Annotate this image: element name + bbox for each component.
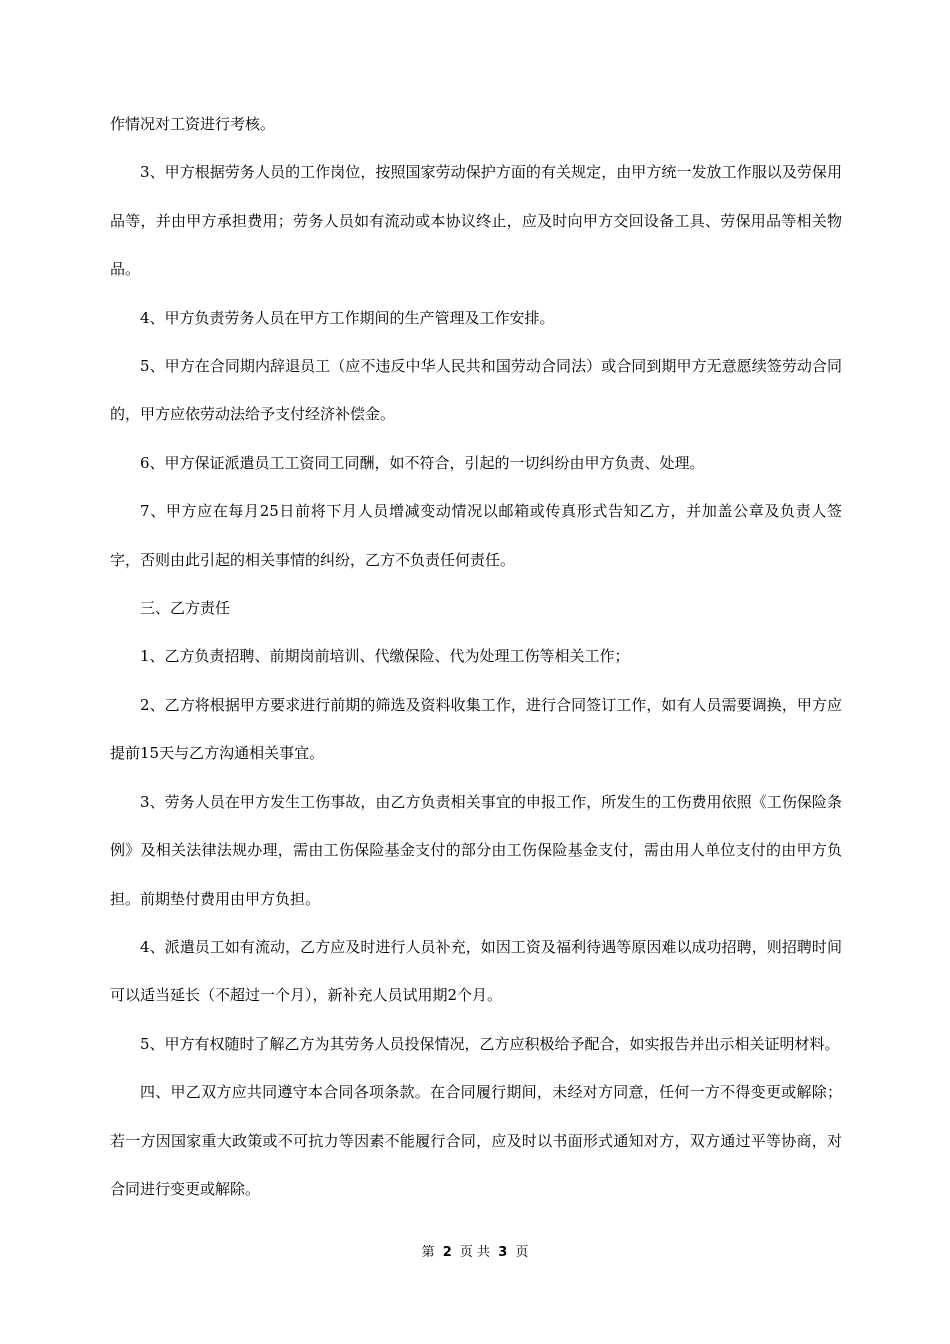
paragraph: 作情况对工资进行考核。	[110, 115, 276, 133]
paragraph: 1、乙方负责招聘、前期岗前培训、代缴保险、代为处理工伤等相关工作；	[140, 647, 630, 666]
current-page-number: 2	[442, 1245, 452, 1260]
paragraph: 3、甲方根据劳务人员的工作岗位，按照国家劳动保护方面的有关规定，由甲方统一发放工作服以及劳保用品等，并由甲方承担费用；劳务人员如有流动或本协议终止，应及时向甲方交回设备工具、劳保用品等相关物品。	[110, 163, 842, 279]
paragraph: 7、甲方应在每月25日前将下月人员增减变动情况以邮箱或传真形式告知乙方，并加盖公章及负责人签字，否则由此引起的相关事情的纠纷，乙方不负责任何责任。	[110, 502, 842, 569]
paragraph: 5、甲方在合同期内辞退员工（应不违反中华人民共和国劳动合同法）或合同到期甲方无意愿续签劳动合同的，甲方应依劳动法给予支付经济补偿金。	[110, 357, 842, 424]
paragraph: 3、劳务人员在甲方发生工伤事故，由乙方负责相关事宜的申报工作，所发生的工伤费用依照《工伤保险条例》及相关法律法规办理，需由工伤保险基金支付的部分由工伤保险基金支付，需由用人单位支付的由甲方负担。前期垫付费用由甲方负担。	[110, 792, 842, 908]
paragraph: 5、甲方有权随时了解乙方为其劳务人员投保情况，乙方应积极给予配合，如实报告并出示相关证明材料。	[140, 1034, 840, 1053]
document-body	[110, 100, 842, 1213]
paragraph: 四、甲乙双方应共同遵守本合同各项条款。在合同履行期间，未经对方同意，任何一方不得变更或解除；若一方因国家重大政策或不可抗力等因素不能履行合同，应及时以书面形式通知对方，双方通过平等协商，对合同进行变更或解除。	[110, 1083, 842, 1198]
paragraph: 2、乙方将根据甲方要求进行前期的筛选及资料收集工作，进行合同签订工作，如有人员需要调换，甲方应提前15天与乙方沟通相关事宜。	[110, 695, 842, 763]
page-label-prefix: 第	[421, 1245, 435, 1260]
paragraph: 6、甲方保证派遣员工工资同工同酬，如不符合，引起的一切纠纷由甲方负责、处理。	[140, 453, 705, 472]
paragraph: 4、派遣员工如有流动，乙方应及时进行人员补充，如因工资及福利待遇等原因难以成功招聘，则招聘时间可以适当延长（不超过一个月），新补充人员试用期2个月。	[110, 937, 842, 1005]
total-pages-number: 3	[498, 1245, 508, 1260]
page-footer	[0, 1243, 950, 1263]
paragraph: 4、甲方负责劳务人员在甲方工作期间的生产管理及工作安排。	[140, 308, 555, 327]
section-heading: 三、乙方责任	[140, 599, 231, 618]
page-label-middle: 页 共	[459, 1245, 491, 1260]
page-label-suffix: 页	[515, 1245, 529, 1260]
